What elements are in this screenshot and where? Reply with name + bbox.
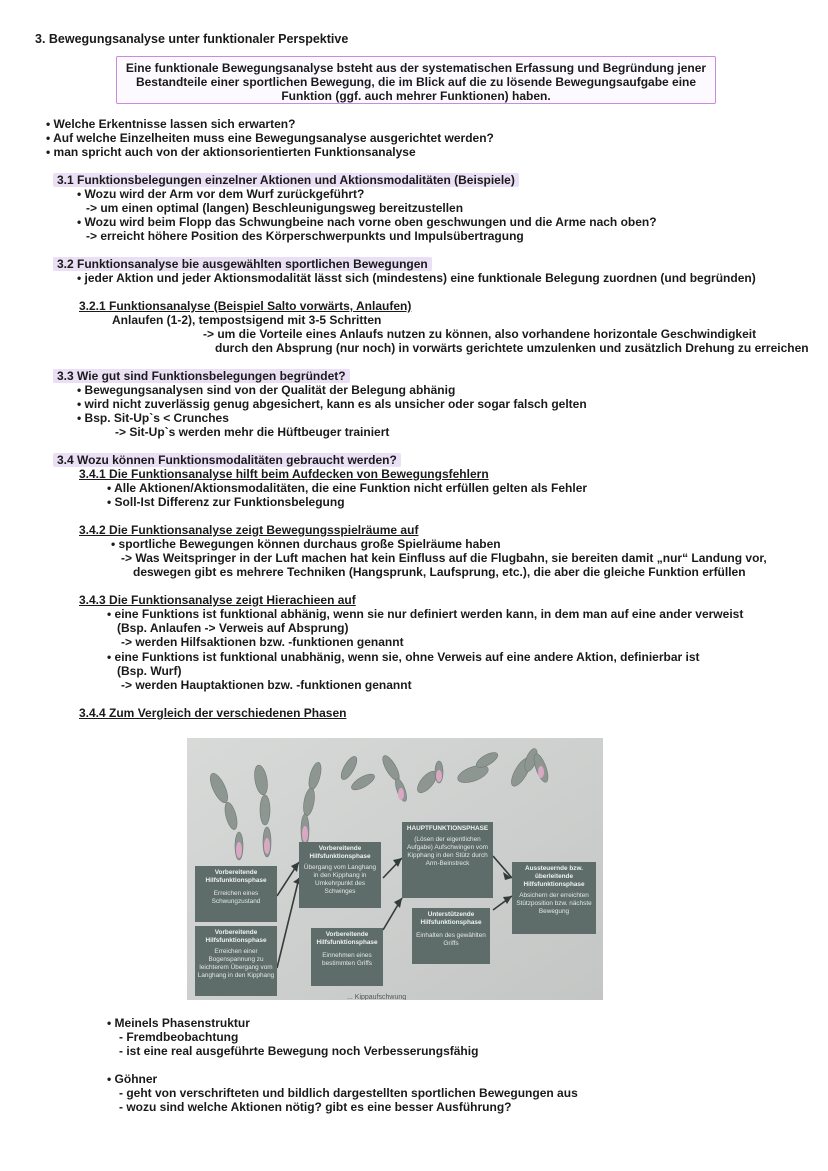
s321-line: -> um die Vorteile eines Anlaufs nutzen zu können, also vorhandene horizontale Geschwindigkeit <box>203 327 757 341</box>
s342-line: • sportliche Bewegungen können durchaus große Spielräume haben <box>111 537 501 551</box>
section-heading-3-4-4: 3.4.4 Zum Vergleich der verschiedenen Phasen <box>79 706 347 720</box>
section-heading-3-1: 3.1 Funktionsbelegungen einzelner Aktionen und Aktionsmodalitäten (Beispiele) <box>53 173 519 188</box>
s31-line: • Wozu wird beim Flopp das Schwungbeine nach vorne oben geschwungen und die Arme nach oben? <box>77 215 657 229</box>
goehner-title: • Göhner <box>107 1072 158 1086</box>
goehner-line: - geht von verschrifteten und bildlich dargestellten sportlichen Bewegungen aus <box>119 1086 578 1100</box>
meinel-line: - Fremdbeobachtung <box>119 1030 239 1044</box>
phase-box: Vorbereitende Hilfsfunktionsphase Erreichen einer Bogenspannung zu leichterem Übergang vom Langhang in den Kipphang <box>195 926 277 996</box>
s321-line: Anlaufen (1-2), tempostsigend mit 3-5 Schritten <box>112 313 382 327</box>
s343-line: • eine Funktions ist funktional abhänig, wenn sie nur definiert werden kann, in dem man auf eine ander verweist <box>107 607 744 621</box>
s343-line: (Bsp. Wurf) <box>117 664 182 678</box>
main-phase-box: HAUPTFUNKTIONSPHASE (Lösen der eigentlichen Aufgabe) Aufschwingen vom Kipphang in den Stütz durch Arm-Beinstreck <box>402 822 493 898</box>
s343-line: • eine Funktions ist funktional unabhänig, wenn sie, ohne Verweis auf eine andere Aktion, definierbar ist <box>107 650 700 664</box>
intro-bullet: • Welche Erkentnisse lassen sich erwarten? <box>46 117 296 131</box>
section-heading-3-2: 3.2 Funktionsanalyse bie ausgewählten sportlichen Bewegungen <box>53 257 432 272</box>
s321-line: durch den Absprung (nur noch) in vorwärts gerichtete umzulenken und zusätzlich Drehung zu erreichen <box>215 341 809 355</box>
s342-line: deswegen gibt es mehrere Techniken (Hangsprunk, Laufsprung, etc.), die aber die gleiche Funktion erfüllen <box>133 565 746 579</box>
section-heading-3-4: 3.4 Wozu können Funktionsmodalitäten gebraucht werden? <box>53 453 401 468</box>
s33-line: • Bsp. Sit-Up`s < Crunches <box>77 411 229 425</box>
section-heading-3-2-1: 3.2.1 Funktionsanalyse (Beispiel Salto vorwärts, Anlaufen) <box>79 299 412 313</box>
s341-line: • Alle Aktionen/Aktionsmodalitäten, die eine Funktion nicht erfüllen gelten als Fehler <box>107 481 588 495</box>
s343-line: -> werden Hauptaktionen bzw. -funktionen genannt <box>121 678 412 692</box>
s33-line: • Bewegungsanalysen sind von der Qualität der Belegung abhänig <box>77 383 456 397</box>
definition-line: Eine funktionale Bewegungsanalyse bsteht aus der systematischen Erfassung und Begründung jener <box>125 61 707 75</box>
section-heading-3-4-2: 3.4.2 Die Funktionsanalyse zeigt Bewegungsspielräume auf <box>79 523 419 537</box>
section-heading-3-4-1: 3.4.1 Die Funktionsanalyse hilft beim Aufdecken von Bewegungsfehlern <box>79 467 489 481</box>
phase-box: Unterstützende Hilfsfunktionsphase Einhalten des gewählten Griffs <box>412 908 490 964</box>
phase-box: Aussteuernde bzw. überleitende Hilfsfunktionsphase Absichern der erreichten Stützposition bzw. nächste Bewegung <box>512 862 596 934</box>
definition-line: Funktion (ggf. auch mehrer Funktionen) haben. <box>281 89 551 103</box>
s31-line: -> um einen optimal (langen) Beschleunigungsweg bereitzustellen <box>86 201 464 215</box>
intro-bullet: • man spricht auch von der aktionsorientierten Funktionsanalyse <box>46 145 416 159</box>
s342-line: -> Was Weitspringer in der Luft machen hat kein Einfluss auf die Flugbahn, sie bereiten damit „nur“ Landung vor, <box>121 551 767 565</box>
definition-line: Bestandteile einer sportlichen Bewegung, die im Blick auf die zu lösende Bewegungsaufgabe eine <box>135 75 697 89</box>
phase-diagram-photo <box>187 738 603 1000</box>
section-heading-3-4-3: 3.4.3 Die Funktionsanalyse zeigt Hierachieen auf <box>79 593 356 607</box>
figure-caption: ... Kippaufschwung <box>347 994 407 1000</box>
phase-box: Vorbereitende Hilfsfunktionsphase Übergang vom Langhang in den Kipphang in Umkehrpunkt des Schwinges <box>299 842 381 908</box>
s31-line: • Wozu wird der Arm vor dem Wurf zurückgeführt? <box>77 187 365 201</box>
meinel-line: - ist eine real ausgeführte Bewegung noch Verbesserungsfähig <box>119 1044 479 1058</box>
s31-line: -> erreicht höhere Position des Körperschwerpunkts und Impulsübertragung <box>86 229 524 243</box>
meinel-title: • Meinels Phasenstruktur <box>107 1016 250 1030</box>
definition-box <box>116 56 716 104</box>
section-heading-3-3: 3.3 Wie gut sind Funktionsbelegungen begründet? <box>53 369 350 384</box>
s33-line: • wird nicht zuverlässig genug abgesichert, kann es als unsicher oder sogar falsch gelten <box>77 397 587 411</box>
s33-line: -> Sit-Up`s werden mehr die Hüftbeuger trainiert <box>115 425 390 439</box>
s343-line: (Bsp. Anlaufen -> Verweis auf Absprung) <box>117 621 349 635</box>
s32-line: • jeder Aktion und jeder Aktionsmodalität lässt sich (mindestens) eine funktionale Belegung zuordnen (und begründen) <box>77 271 756 285</box>
phase-box: Vorbereitende Hilfsfunktionsphase Einnehmen eines bestimmten Griffs <box>311 928 383 986</box>
page-title: 3. Bewegungsanalyse unter funktionaler Perspektive <box>35 32 349 46</box>
s341-line: • Soll-Ist Differenz zur Funktionsbelegung <box>107 495 345 509</box>
goehner-line: - wozu sind welche Aktionen nötig? gibt es eine besser Ausführung? <box>119 1100 512 1114</box>
s343-line: -> werden Hilfsaktionen bzw. -funktionen genannt <box>121 635 404 649</box>
intro-bullet: • Auf welche Einzelheiten muss eine Bewegungsanalyse ausgerichtet werden? <box>46 131 494 145</box>
phase-box: Vorbereitende Hilfsfunktionsphase Erreichen eines Schwungzustand <box>195 866 277 922</box>
